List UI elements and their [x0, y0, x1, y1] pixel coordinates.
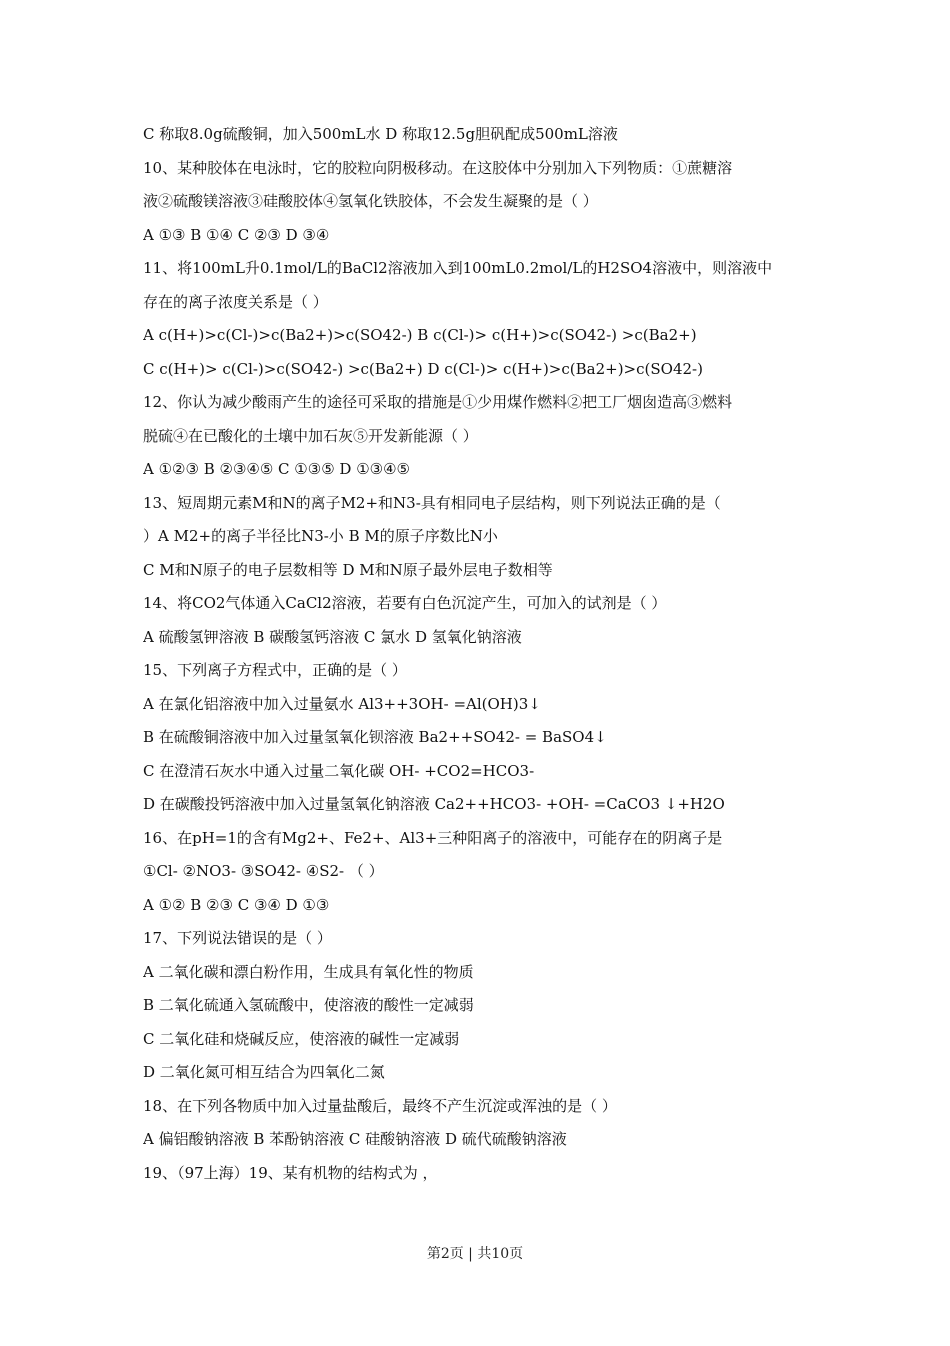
text-line: 脱硫④在已酸化的土壤中加石灰⑤开发新能源（ ）: [143, 426, 478, 445]
text-line: B 二氧化硫通入氢硫酸中，使溶液的酸性一定减弱: [143, 996, 474, 1014]
text-line: 14、将CO2气体通入CaCl2溶液，若要有白色沉淀产生，可加入的试剂是（ ）: [143, 594, 667, 612]
text-line: A ①②③ B ②③④⑤ C ①③⑤ D ①③④⑤: [143, 460, 410, 478]
text-line: A 偏铝酸钠溶液 B 苯酚钠溶液 C 硅酸钠溶液 D 硫代硫酸钠溶液: [143, 1130, 567, 1148]
text-line: ①Cl- ②NO3- ③SO42- ④S2- （ ）: [143, 862, 384, 880]
text-line: D 在碳酸投钙溶液中加入过量氢氧化钠溶液 Ca2++HCO3- +OH- =CaCO3 ↓+H2O: [143, 795, 725, 813]
text-line: A ①② B ②③ C ③④ D ①③: [143, 895, 330, 914]
text-line: C M和N原子的电子层数相等 D M和N原子最外层电子数相等: [143, 560, 553, 579]
text-line: 液②硫酸镁溶液③硅酸胶体④氢氧化铁胶体，不会发生凝聚的是（ ）: [143, 192, 598, 210]
text-line: A 在氯化铝溶液中加入过量氨水 Al3++3OH- =Al(OH)3↓: [143, 694, 541, 713]
text-line: ）A M2+的离子半径比N3-小 B M的原子序数比N小: [143, 527, 498, 545]
text-line: C 二氧化硅和烧碱反应，使溶液的碱性一定减弱: [143, 1029, 460, 1048]
text-line: A c(H+)>c(Cl-)>c(Ba2+)>c(SO42-) B c(Cl-)> c(H+)>c(SO42-) >c(Ba2+): [143, 326, 697, 344]
text-line: C 在澄清石灰水中通入过量二氧化碳 OH- +CO2=HCO3-: [143, 761, 535, 780]
text-line: A ①③ B ①④ C ②③ D ③④: [143, 225, 330, 244]
text-line: 16、在pH=1的含有Mg2+、Fe2+、Al3+三种阳离子的溶液中，可能存在的阴离子是: [143, 828, 723, 847]
text-line: 18、在下列各物质中加入过量盐酸后，最终不产生沉淀或浑浊的是（ ）: [143, 1096, 617, 1115]
text-line: 12、你认为减少酸雨产生的途径可采取的措施是①少用煤作燃料②把工厂烟囱造高③燃料: [143, 393, 733, 411]
text-line: C 称取8.0g硫酸铜，加入500mL水 D 称取12.5g胆矾配成500mL溶液: [143, 125, 618, 143]
text-line: 17、下列说法错误的是（ ）: [143, 929, 332, 947]
text-line: 13、短周期元素M和N的离子M2+和N3-具有相同电子层结构，则下列说法正确的是（: [143, 493, 721, 512]
text-line: 15、下列离子方程式中，正确的是（ ）: [143, 661, 407, 679]
text-line: C c(H+)> c(Cl-)>c(SO42-) >c(Ba2+) D c(Cl-)> c(H+)>c(Ba2+)>c(SO42-): [143, 359, 703, 378]
text-line: 10、某种胶体在电泳时，它的胶粒向阴极移动。在这胶体中分别加入下列物质：①蔗糖溶: [143, 158, 733, 177]
question-text-block: [143, 118, 813, 1190]
text-line: A 二氧化碳和漂白粉作用，生成具有氧化性的物质: [143, 962, 474, 981]
text-line: B 在硫酸铜溶液中加入过量氢氧化钡溶液 Ba2++SO42- = BaSO4↓: [143, 728, 607, 746]
text-line: D 二氧化氮可相互结合为四氧化二氮: [143, 1063, 385, 1081]
text-line: 11、将100mL升0.1mol/L的BaCl2溶液加入到100mL0.2mol/L的H2SO4溶液中，则溶液中: [143, 259, 773, 277]
page-number-footer: 第2页 | 共10页: [426, 1246, 524, 1262]
text-line: 19、（97上海）19、某有机物的结构式为 ，: [143, 1163, 438, 1182]
text-line: A 硫酸氢钾溶液 B 碳酸氢钙溶液 C 氯水 D 氢氧化钠溶液: [143, 627, 522, 646]
text-line: 存在的离子浓度关系是（ ）: [143, 292, 328, 311]
